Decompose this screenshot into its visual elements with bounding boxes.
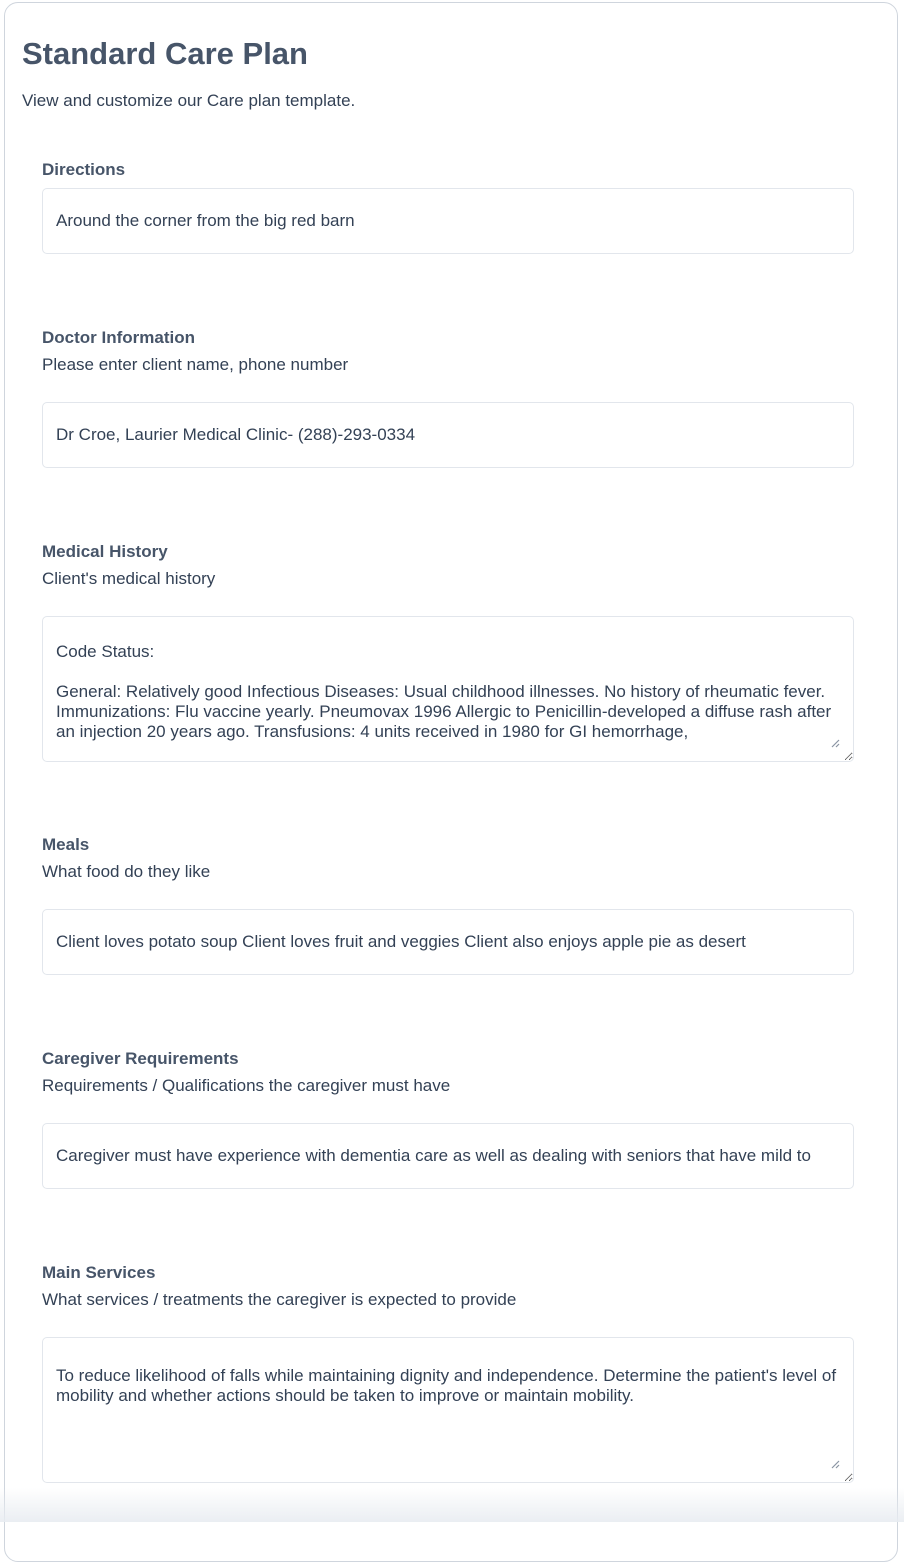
doctor-information-input[interactable] <box>42 402 854 468</box>
doctor-information-label: Doctor Information <box>42 328 195 347</box>
caregiver-requirements-section <box>42 1048 854 1097</box>
directions-input[interactable] <box>42 188 854 254</box>
medical-history-textarea[interactable] <box>42 616 854 762</box>
meals-section <box>42 834 854 883</box>
main-services-section <box>42 1262 854 1311</box>
main-services-textarea[interactable] <box>42 1337 854 1483</box>
doctor-information-description: Please enter client name, phone number <box>42 355 349 374</box>
medical-history-label: Medical History <box>42 542 168 561</box>
meals-description: What food do they like <box>42 862 211 881</box>
directions-label: Directions <box>42 160 126 179</box>
meals-input[interactable] <box>42 909 854 975</box>
main-services-label: Main Services <box>42 1263 156 1282</box>
medical-history-description: Client's medical history <box>42 569 216 588</box>
meals-label: Meals <box>42 835 90 854</box>
caregiver-requirements-input[interactable] <box>42 1123 854 1189</box>
page-subtitle: View and customize our Care plan template. <box>22 91 356 110</box>
page-title: Standard Care Plan <box>22 36 308 71</box>
caregiver-requirements-label: Caregiver Requirements <box>42 1049 239 1068</box>
caregiver-requirements-description: Requirements / Qualifications the caregiver must have <box>42 1076 451 1095</box>
medical-history-section <box>42 541 854 590</box>
directions-section <box>42 159 854 181</box>
doctor-information-section <box>42 327 854 376</box>
main-services-description: What services / treatments the caregiver is expected to provide <box>42 1290 517 1309</box>
